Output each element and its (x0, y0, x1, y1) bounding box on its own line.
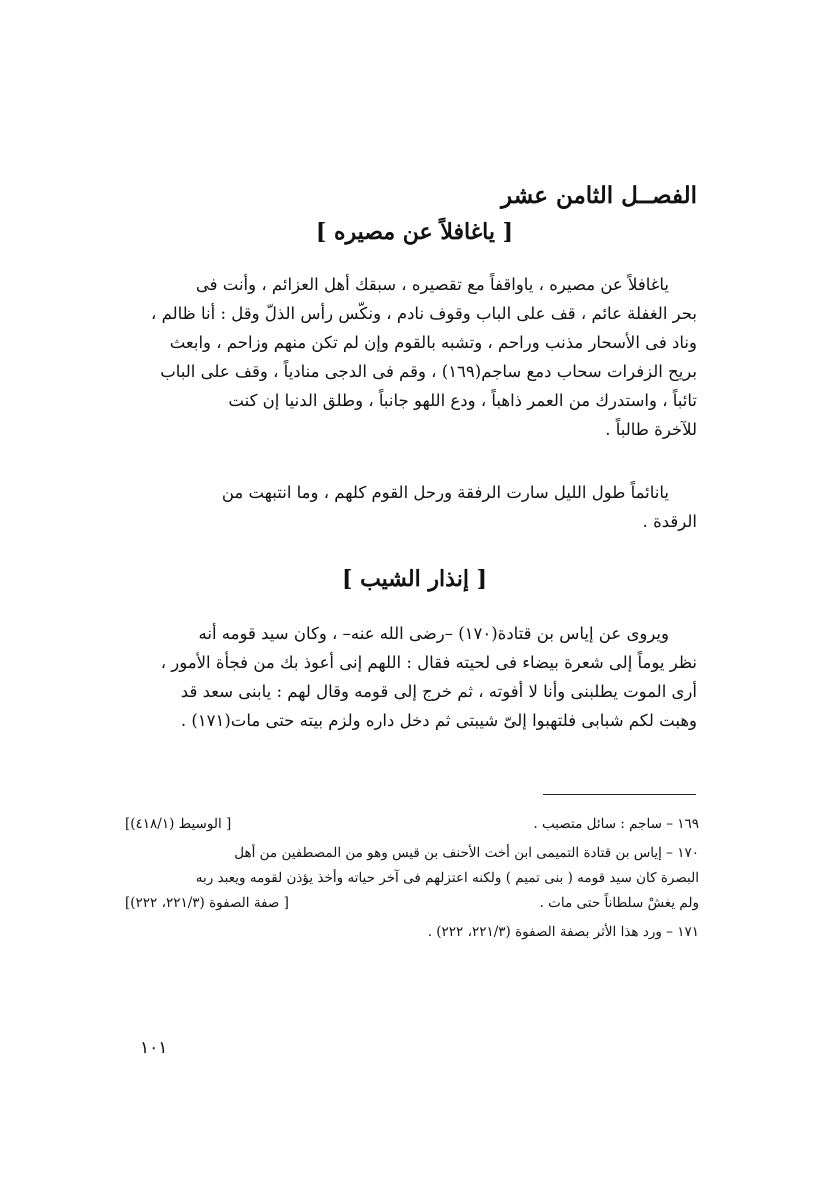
footnote-169 (125, 812, 699, 837)
footnotes (125, 812, 699, 945)
footnote-source: [ الوسيط (٤١٨/١)] (125, 816, 232, 832)
text-line: ياغافلاً عن مصيره ، ياواقفاً مع تقصيره ، سبقك أهل العزائم ، وأنت فى (195, 275, 669, 294)
paragraph-heedless (127, 270, 697, 444)
footnote-170-line: ١٧٠ – إياس بن قتادة التميمى ابن أخت الأحنف بن قيس وهو من المصطفين من أهل (234, 845, 699, 861)
text-line: بحر الغفلة عائم ، قف على الباب وقوف نادم ، ونكّس رأس الذلّ وقل : أنا ظالم ، (151, 304, 697, 323)
section-heading-grey-hair: [ إنذار الشيب ] (342, 566, 487, 592)
text-line: ويروى عن إياس بن قتادة(١٧٠) –رضى الله عنه– ، وكان سيد قومه أنه (198, 624, 669, 643)
text-line: نظر يوماً إلى شعرة بيضاء فى لحيته فقال : اللهم إنى أعوذ بك من فجأة الأمور ، (160, 653, 697, 672)
text-line: وهبت لكم شبابى فلتهبوا إلىّ شيبتى ثم دخل داره ولزم بيته حتى مات(١٧١) . (180, 711, 697, 730)
text-line: أرى الموت يطلبنى وأنا لا أفوته ، ثم خرج إلى قومه وقال لهم : يابنى سعد قد (180, 682, 697, 701)
footnote-text: ١٦٩ – ساجم : سائل متصبب . (533, 816, 699, 832)
footnote-171: ١٧١ – ورد هذا الأثر بصفة الصفوة (٢٢١/٣، ٢٢٢) . (427, 924, 699, 940)
text-line: وناد فى الأسحار مذنب وراحم ، وتشبه بالقوم وإن لم تكن منهم وزاحم ، وابعث (169, 333, 697, 352)
text-line: تائباً ، واستدرك من العمر ذاهباً ، ودع اللهو جانباً ، وطلق الدنيا إن كنت (228, 391, 697, 410)
footnote-text: ولم يغشْ سلطاناً حتى مات . (539, 895, 699, 911)
chapter-title: الفصــل الثامن عشر (501, 182, 697, 209)
text-line: يانائماً طول الليل سارت الرفقة ورحل القوم كلهم ، وما انتبهت من (221, 483, 669, 502)
text-line: بريح الزفرات سحاب دمع ساجم(١٦٩) ، وقم فى الدجى منادياً ، وقف على الباب (160, 362, 697, 381)
text-line: للآخرة طالباً . (605, 420, 697, 439)
text-line: الرقدة . (642, 512, 697, 531)
page-number: ١٠١ (140, 1038, 168, 1058)
section-heading-heedless: [ ياغافلاً عن مصيره ] (315, 219, 514, 245)
footnote-divider (543, 794, 696, 795)
paragraph-sleeper (127, 478, 697, 536)
footnote-170-line: البصرة كان سيد قومه ( بنى تميم ) ولكنه اعتزلهم فى آخر حياته وأخذ يؤذن لقومه ويعبد ربه (195, 870, 699, 886)
paragraph-iyas (127, 619, 697, 735)
footnote-170-end (125, 891, 699, 916)
footnote-source: [ صفة الصفوة (٢٢١/٣، ٢٢٢)] (125, 895, 289, 911)
